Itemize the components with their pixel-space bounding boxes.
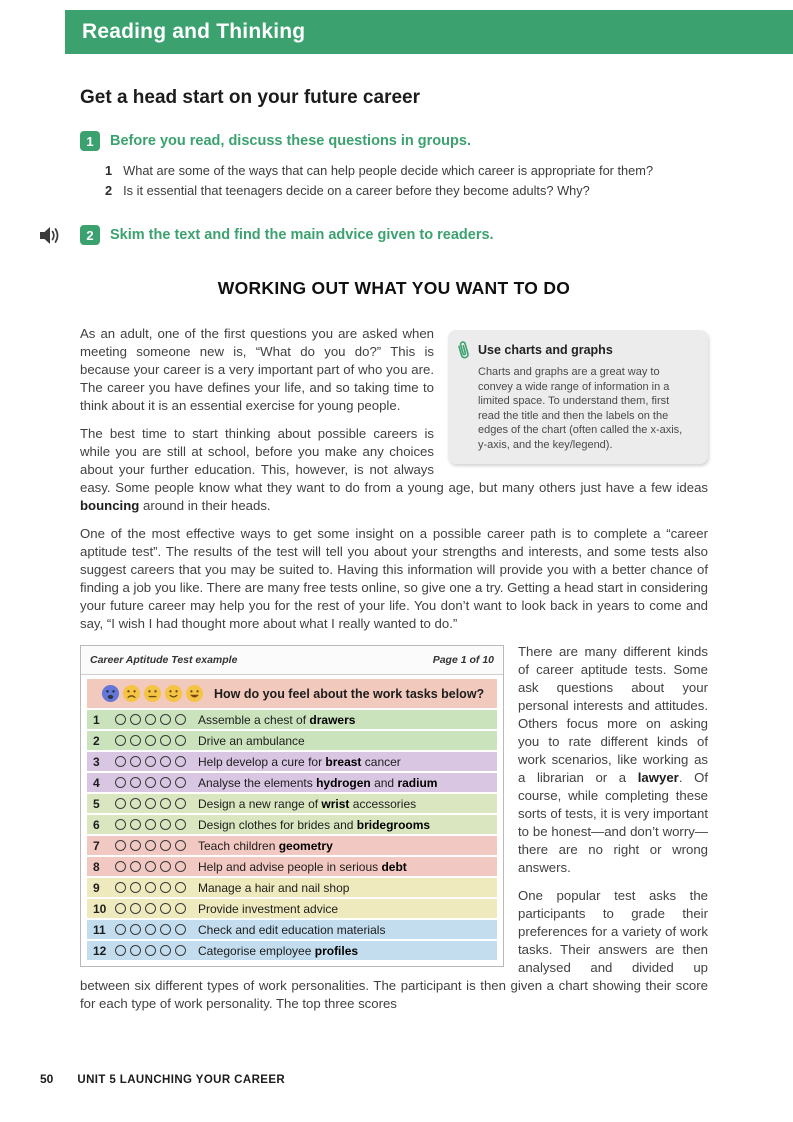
task-label: Analyse the elements hydrogen and radium [198,775,438,790]
answer-circle[interactable] [145,882,156,893]
question-number: 2 [105,183,113,198]
answer-circle[interactable] [145,714,156,725]
answer-circle[interactable] [160,798,171,809]
article-paragraph: The best time to start thinking about possible careers is while you are still at school, before you make any choices about your further education. This, however, is not always easy. Some people know what they want to do from a young age, but many others just have a few ideas bouncing around in their heads. [80,426,708,513]
task-label: Manage a hair and nail shop [198,880,350,895]
question-text: Is it essential that teenagers decide on a career before they become adults? Why? [123,183,590,198]
task-row [87,857,497,876]
tip-box [448,330,708,464]
answer-options [115,798,186,809]
article-paragraph: There are many different kinds of career aptitude tests. Some ask questions about your personal interests and attitudes. Others focus more on asking you to rate different kinds of work scenarios, like working as a librarian or a lawyer. Of course, while completing these sorts of tests, it is very important to be honest—and don’t worry—there are no right or wrong answers. [518,644,709,875]
answer-circle[interactable] [115,903,126,914]
task-number: 10 [93,901,107,916]
task-row [87,815,497,834]
task-number: 3 [93,754,100,769]
lesson-heading: Get a head start on your future career [80,87,420,108]
answer-circle[interactable] [175,903,186,914]
answer-circle[interactable] [115,735,126,746]
answer-circle[interactable] [145,903,156,914]
answer-circle[interactable] [145,777,156,788]
frowning-face-icon [122,684,141,703]
task-label: Design a new range of wrist accessories [198,796,417,811]
answer-circle[interactable] [130,903,141,914]
task-row [87,941,497,960]
answer-options [115,924,186,935]
task-number: 5 [93,796,100,811]
page-number: 50 [40,1072,54,1086]
answer-circle[interactable] [160,924,171,935]
article-paragraph: As an adult, one of the first questions you are asked when meeting someone new is, “What do you do?” This is because your career is a very important part of who you are. The career you have defines your life, and so taking time to think about it is an essential exercise for young people. [80,326,434,413]
answer-circle[interactable] [115,840,126,851]
answer-circle[interactable] [160,945,171,956]
task-number: 4 [93,775,100,790]
figure-caption-bar [81,646,503,675]
answer-options [115,756,186,767]
task-label: Drive an ambulance [198,733,305,748]
activity-1-header [80,131,708,151]
answer-circle[interactable] [145,924,156,935]
task-label: Help develop a cure for breast cancer [198,754,401,769]
answer-circle[interactable] [115,882,126,893]
answer-circle[interactable] [175,861,186,872]
answer-circle[interactable] [175,882,186,893]
figure-body [81,675,503,966]
answer-circle[interactable] [145,798,156,809]
answer-circle[interactable] [145,840,156,851]
question-number: 1 [105,163,113,178]
answer-circle[interactable] [130,735,141,746]
answer-circle[interactable] [175,777,186,788]
answer-circle[interactable] [130,924,141,935]
activity-instruction: Skim the text and find the main advice given to readers. [110,227,494,243]
emoji-scale [101,684,204,703]
answer-options [115,735,186,746]
task-label: Teach children geometry [198,838,333,853]
task-label: Categorise employee profiles [198,943,359,958]
answer-circle[interactable] [115,861,126,872]
answer-circle[interactable] [115,945,126,956]
answer-circle[interactable] [130,840,141,851]
task-row [87,878,497,897]
figure-rows [87,710,497,960]
answer-circle[interactable] [115,777,126,788]
answer-circle[interactable] [160,756,171,767]
task-number: 6 [93,817,100,832]
answer-circle[interactable] [130,882,141,893]
article-body [80,325,708,1013]
task-row [87,752,497,771]
question-text: What are some of the ways that can help people decide which career is appropriate for them? [123,163,654,178]
answer-circle[interactable] [160,735,171,746]
neutral-face-icon [143,684,162,703]
answer-circle[interactable] [160,777,171,788]
activity-2 [80,225,708,245]
answer-options [115,882,186,893]
section-title: Reading and Thinking [82,20,306,43]
answer-options [115,714,186,725]
question-item [105,163,708,178]
answer-options [115,861,186,872]
figure-question: How do you feel about the work tasks below? [214,686,485,701]
discussion-questions [105,163,708,198]
task-number: 8 [93,859,100,874]
activity-1 [80,131,708,198]
activity-2-header [80,225,708,245]
smiling-face-icon [164,684,183,703]
section-banner [65,10,793,54]
answer-circle[interactable] [175,945,186,956]
answer-circle[interactable] [145,945,156,956]
answer-circle[interactable] [145,861,156,872]
answer-circle[interactable] [115,714,126,725]
answer-circle[interactable] [130,819,141,830]
answer-circle[interactable] [130,945,141,956]
activity-number-badge: 2 [80,225,100,245]
task-number: 9 [93,880,100,895]
answer-circle[interactable] [145,735,156,746]
article-title: WORKING OUT WHAT YOU WANT TO DO [217,278,571,298]
answer-options [115,945,186,956]
answer-circle[interactable] [130,714,141,725]
answer-circle[interactable] [160,903,171,914]
answer-circle[interactable] [160,861,171,872]
answer-circle[interactable] [130,798,141,809]
task-label: Provide investment advice [198,901,339,916]
task-row [87,794,497,813]
unit-label: UNIT 5 LAUNCHING YOUR CAREER [77,1074,286,1086]
figure-page-label: Page 1 of 10 [432,654,494,666]
task-number: 11 [93,922,106,937]
speaker-icon[interactable] [39,226,63,245]
task-label: Check and edit education materials [198,922,386,937]
activity-instruction: Before you read, discuss these questions in groups. [110,133,471,149]
answer-options [115,819,186,830]
tip-body: Charts and graphs are a great way to convey a wide range of information in a limited space. To understand them, first read the title and then the labels on the edges of the chart (often called the x-axis, y-axis, and the key/legend). [478,366,683,451]
task-number: 12 [93,943,107,958]
task-row [87,836,497,855]
answer-circle[interactable] [175,798,186,809]
page-footer [40,1072,285,1086]
answer-circle[interactable] [145,756,156,767]
answer-circle[interactable] [160,714,171,725]
figure-header-row [87,679,497,708]
figure-caption: Career Aptitude Test example [90,654,238,666]
answer-options [115,777,186,788]
task-label: Design clothes for brides and bridegrooms [198,817,431,832]
task-row [87,731,497,750]
task-number: 7 [93,838,100,853]
paperclip-icon [452,337,475,368]
answer-circle[interactable] [160,840,171,851]
answer-options [115,840,186,851]
answer-circle[interactable] [115,819,126,830]
answer-circle[interactable] [115,924,126,935]
task-label: Help and advise people in serious debt [198,859,407,874]
question-item [105,183,708,198]
tip-title: Use charts and graphs [478,343,613,357]
answer-circle[interactable] [160,882,171,893]
answer-circle[interactable] [175,735,186,746]
task-number: 1 [93,712,100,727]
activity-number-badge: 1 [80,131,100,151]
answer-circle[interactable] [175,840,186,851]
answer-circle[interactable] [130,756,141,767]
task-row [87,710,497,729]
answer-circle[interactable] [115,798,126,809]
grinning-face-icon [185,684,204,703]
answer-circle[interactable] [130,861,141,872]
task-number: 2 [93,733,100,748]
task-row [87,773,497,792]
answer-circle[interactable] [175,714,186,725]
task-row [87,920,497,939]
answer-circle[interactable] [175,924,186,935]
article-paragraph: One of the most effective ways to get some insight on a possible career path is to complete a “career aptitude test”. The results of the test will tell you about your strengths and interests, and some tests also suggest careers that you may be suited to. Having this information will provide you with a better chance of finding a job you like. There are many free tests online, so give one a try. Getting a head start in considering your future career may help you for the rest of your life. You don’t want to look back in years to come and say, “I wish I had thought more about what I really wanted to do.” [80,526,708,631]
article-paragraph: One popular test asks the participants to grade their preferences for a variety of work tasks. Their answers are then analysed and divided up between six different types of work personalities. The participant is then given a chart showing their score for each type of work personality. The top three scores [80,888,708,1011]
answer-circle[interactable] [130,777,141,788]
page-content [80,87,708,1013]
answer-circle[interactable] [175,756,186,767]
task-label: Assemble a chest of drawers [198,712,356,727]
answer-circle[interactable] [175,819,186,830]
answer-options [115,903,186,914]
answer-circle[interactable] [145,819,156,830]
task-row [87,899,497,918]
answer-circle[interactable] [160,819,171,830]
crying-face-icon [101,684,120,703]
career-test-figure [80,645,504,967]
answer-circle[interactable] [115,756,126,767]
